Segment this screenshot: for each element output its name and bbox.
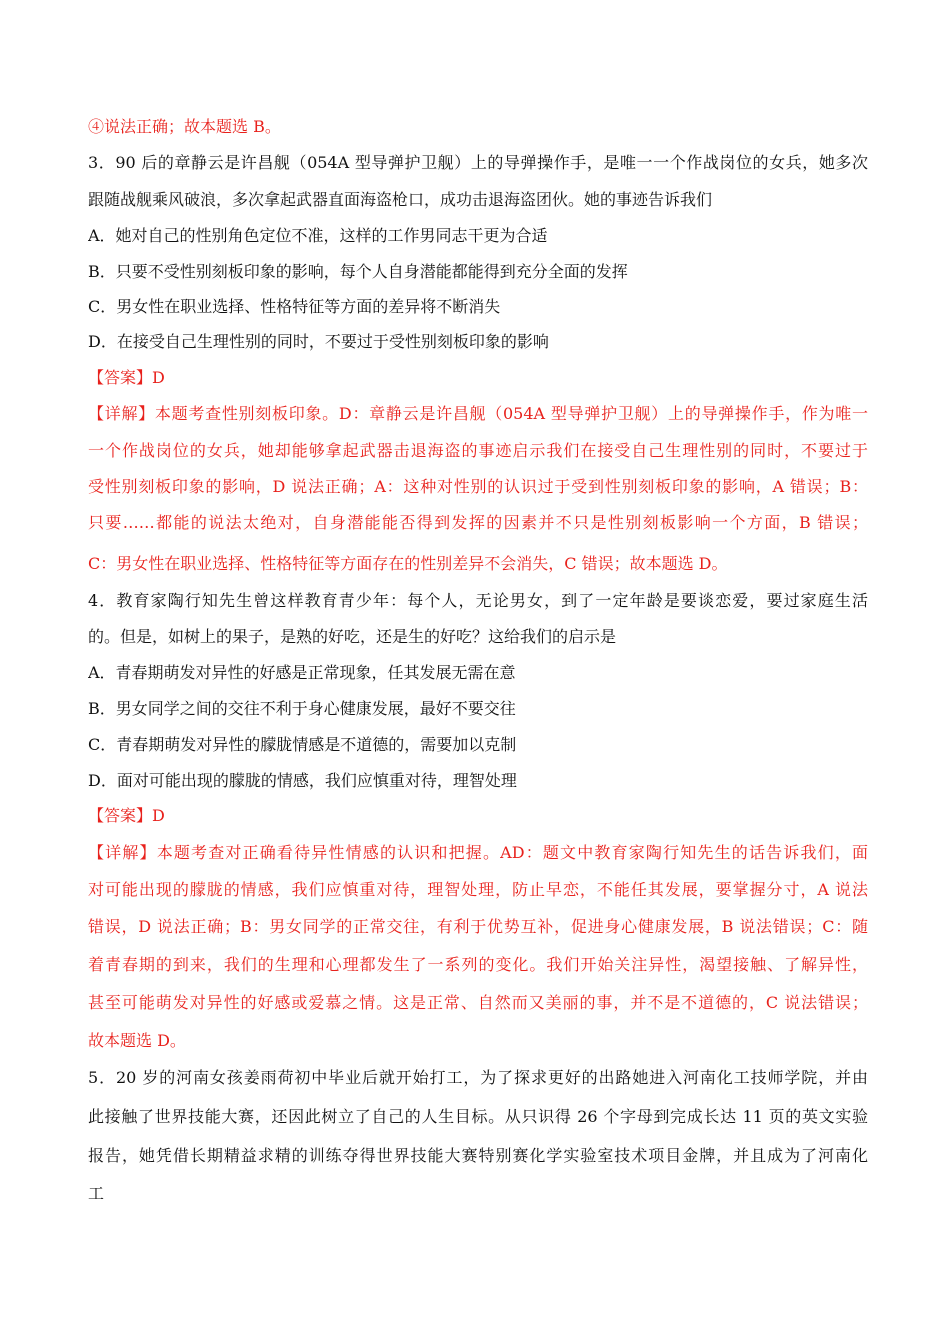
q3-explanation-line-1: 【详解】本题考查性别刻板印象。D：章静云是许昌舰（054A 型导弹护卫舰）上的导弹操作手，作为唯一 — [88, 404, 868, 423]
q5-stem-line-2: 此接触了世界技能大赛，还因此树立了自己的人生目标。从只识得 26 个字母到完成长达 11 页的英文实验 — [88, 1107, 868, 1126]
q4-stem-line-1: 4．教育家陶行知先生曾这样教育青少年：每个人，无论男女，到了一定年龄是要谈恋爱，要过家庭生活 — [88, 591, 868, 610]
q4-explanation-line-1: 【详解】本题考查对正确看待异性情感的认识和把握。AD：题文中教育家陶行知先生的话告诉我们，面 — [88, 843, 868, 862]
q3-option-c: C．男女性在职业选择、性格特征等方面的差异将不断消失 — [88, 297, 501, 316]
q4-explanation-line-6: 故本题选 D。 — [88, 1031, 186, 1050]
q3-explanation-line-4: 只要……都能的说法太绝对，自身潜能能否得到发挥的因素并不只是性别刻板影响一个方面，B 错误； — [88, 513, 868, 532]
q5-stem-line-1: 5．20 岁的河南女孩姜雨荷初中毕业后就开始打工，为了探求更好的出路她进入河南化工技师学院，并由 — [88, 1068, 868, 1087]
q4-explanation-line-3: 错误，D 说法正确；B：男女同学的正常交往，有利于优势互补，促进身心健康发展，B 说法错误；C：随 — [88, 917, 868, 936]
q4-explanation-line-4: 着青春期的到来，我们的生理和心理都发生了一系列的变化。我们开始关注异性，渴望接触、了解异性， — [88, 955, 868, 974]
q3-option-d: D．在接受自己生理性别的同时，不要过于受性别刻板印象的影响 — [88, 332, 549, 351]
q4-option-a: A．青春期萌发对异性的好感是正常现象，任其发展无需在意 — [88, 663, 516, 682]
q4-answer: 【答案】D — [88, 806, 165, 825]
q5-stem-line-3: 报告，她凭借长期精益求精的训练夺得世界技能大赛特别赛化学实验室技术项目金牌，并且成为了河南化 — [88, 1146, 868, 1165]
q4-explanation-line-5: 甚至可能萌发对异性的好感或爱慕之情。这是正常、自然而又美丽的事，并不是不道德的，C 说法错误； — [88, 993, 868, 1012]
q2-conclusion: ④说法正确；故本题选 B。 — [88, 117, 281, 136]
q5-stem-line-4: 工 — [88, 1184, 105, 1203]
q3-explanation-line-5: C：男女性在职业选择、性格特征等方面存在的性别差异不会消失，C 错误；故本题选 D。 — [88, 554, 728, 573]
q3-stem-line-2: 跟随战舰乘风破浪，多次拿起武器直面海盗枪口，成功击退海盗团伙。她的事迹告诉我们 — [88, 190, 713, 209]
q4-option-b: B．男女同学之间的交往不利于身心健康发展，最好不要交往 — [88, 699, 516, 718]
q4-explanation-line-2: 对可能出现的朦胧的情感，我们应慎重对待，理智处理，防止早恋，不能任其发展，要掌握分寸，A 说法 — [88, 880, 868, 899]
q3-answer: 【答案】D — [88, 368, 165, 387]
q3-option-a: A．她对自己的性别角色定位不准，这样的工作男同志干更为合适 — [88, 226, 548, 245]
q3-stem-line-1: 3．90 后的章静云是许昌舰（054A 型导弹护卫舰）上的导弹操作手，是唯一一个作战岗位的女兵，她多次 — [88, 153, 868, 172]
q3-explanation-line-2: 一个作战岗位的女兵，她却能够拿起武器击退海盗的事迹启示我们在接受自己生理性别的同时，不要过于 — [88, 441, 868, 460]
q3-option-b: B．只要不受性别刻板印象的影响，每个人自身潜能都能得到充分全面的发挥 — [88, 262, 628, 281]
q3-explanation-line-3: 受性别刻板印象的影响，D 说法正确；A：这种对性别的认识过于受到性别刻板印象的影响，A 错误；B： — [88, 477, 868, 496]
q4-option-c: C．青春期萌发对异性的朦胧情感是不道德的，需要加以克制 — [88, 735, 517, 754]
q4-option-d: D．面对可能出现的朦胧的情感，我们应慎重对待，理智处理 — [88, 771, 517, 790]
q4-stem-line-2: 的。但是，如树上的果子，是熟的好吃，还是生的好吃？这给我们的启示是 — [88, 627, 617, 646]
